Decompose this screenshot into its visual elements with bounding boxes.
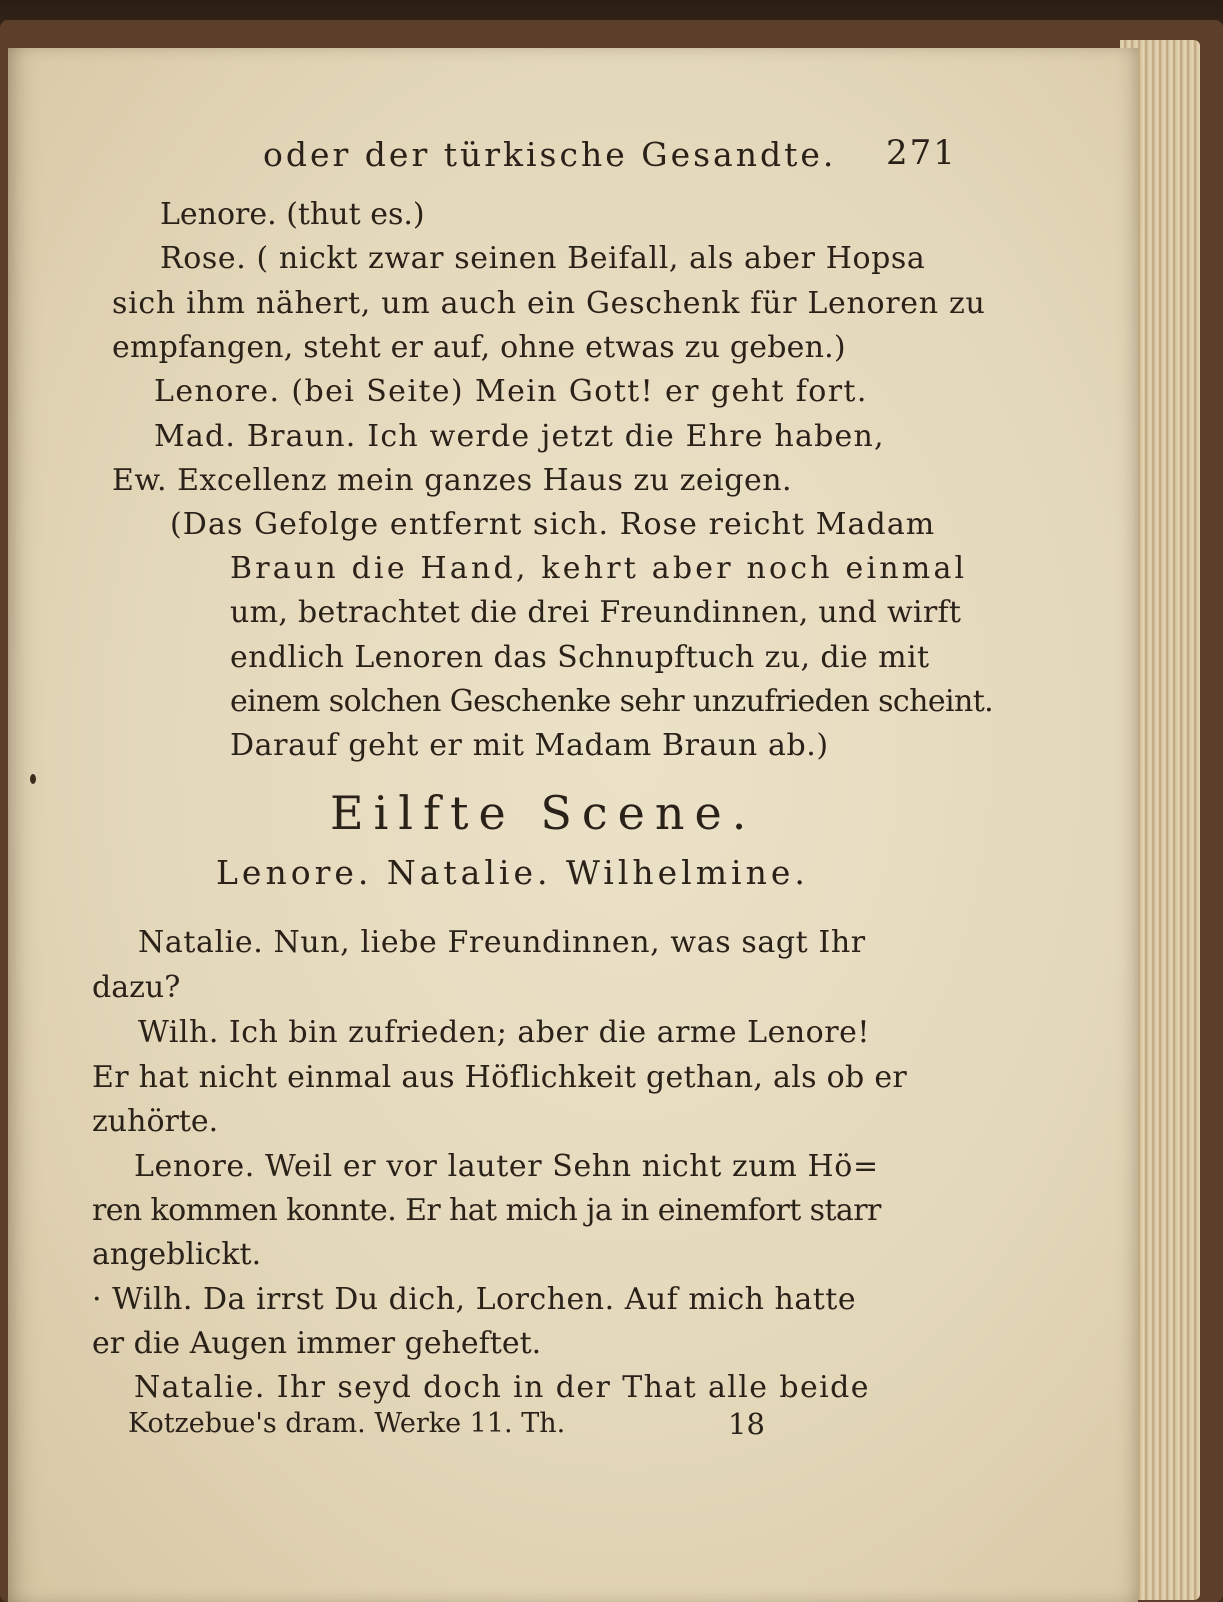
text-line: Darauf geht er mit Madam Braun ab.)	[230, 728, 829, 763]
text-line: Lenore. (bei Seite) Mein Gott! er geht fort.	[154, 374, 868, 409]
text-line: Wilh. Ich bin zufrieden; aber die arme Lenore!	[138, 1015, 870, 1050]
text-line: Lenore. Weil er vor lauter Sehn nicht zum Hö=	[134, 1149, 879, 1184]
text-line: Natalie. Nun, liebe Freundinnen, was sagt Ihr	[138, 925, 866, 960]
text-line: endlich Lenoren das Schnupftuch zu, die mit	[230, 640, 930, 675]
text-line: Mad. Braun. Ich werde jetzt die Ehre haben,	[154, 419, 885, 454]
text-line: dazu?	[92, 970, 181, 1005]
running-head: oder der türkische Gesandte.	[263, 135, 837, 174]
text-line: · Wilh. Da irrst Du dich, Lorchen. Auf mich hatte	[92, 1282, 857, 1317]
cast-list: Lenore. Natalie. Wilhelmine.	[216, 853, 809, 892]
text-line: Natalie. Ihr seyd doch in der That alle beide	[134, 1370, 870, 1405]
text-line: er die Augen immer geheftet.	[92, 1326, 542, 1361]
text-line: Braun die Hand, kehrt aber noch einmal	[230, 551, 968, 586]
text-line: Er hat nicht einmal aus Höflichkeit gethan, als ob er	[92, 1060, 908, 1095]
text-line: angeblickt.	[92, 1237, 262, 1272]
page-number: 271	[886, 133, 957, 173]
text-line: Ew. Excellenz mein ganzes Haus zu zeigen.	[112, 463, 793, 498]
text-line: um, betrachtet die drei Freundinnen, und wirft	[230, 595, 962, 630]
text-line: (Das Gefolge entfernt sich. Rose reicht Madam	[170, 507, 936, 542]
footer-sheet-number: 18	[728, 1407, 765, 1441]
ink-spot	[30, 774, 36, 784]
scene-title: Eilfte Scene.	[330, 786, 757, 840]
footer-signature: Kotzebue's dram. Werke 11. Th.	[128, 1408, 566, 1439]
page-text	[8, 48, 1138, 1602]
book-page	[8, 48, 1138, 1602]
text-line: Rose. ( nickt zwar seinen Beifall, als aber Hopsa	[160, 241, 926, 276]
text-line: sich ihm nähert, um auch ein Geschenk für Lenoren zu	[112, 286, 986, 321]
text-line: einem solchen Geschenke sehr unzufrieden scheint.	[230, 684, 994, 719]
text-line: Lenore. (thut es.)	[160, 197, 425, 232]
text-line: ren kommen konnte. Er hat mich ja in einemfort starr	[92, 1193, 881, 1228]
text-line: zuhörte.	[92, 1104, 219, 1139]
text-line: empfangen, steht er auf, ohne etwas zu geben.)	[112, 330, 846, 365]
